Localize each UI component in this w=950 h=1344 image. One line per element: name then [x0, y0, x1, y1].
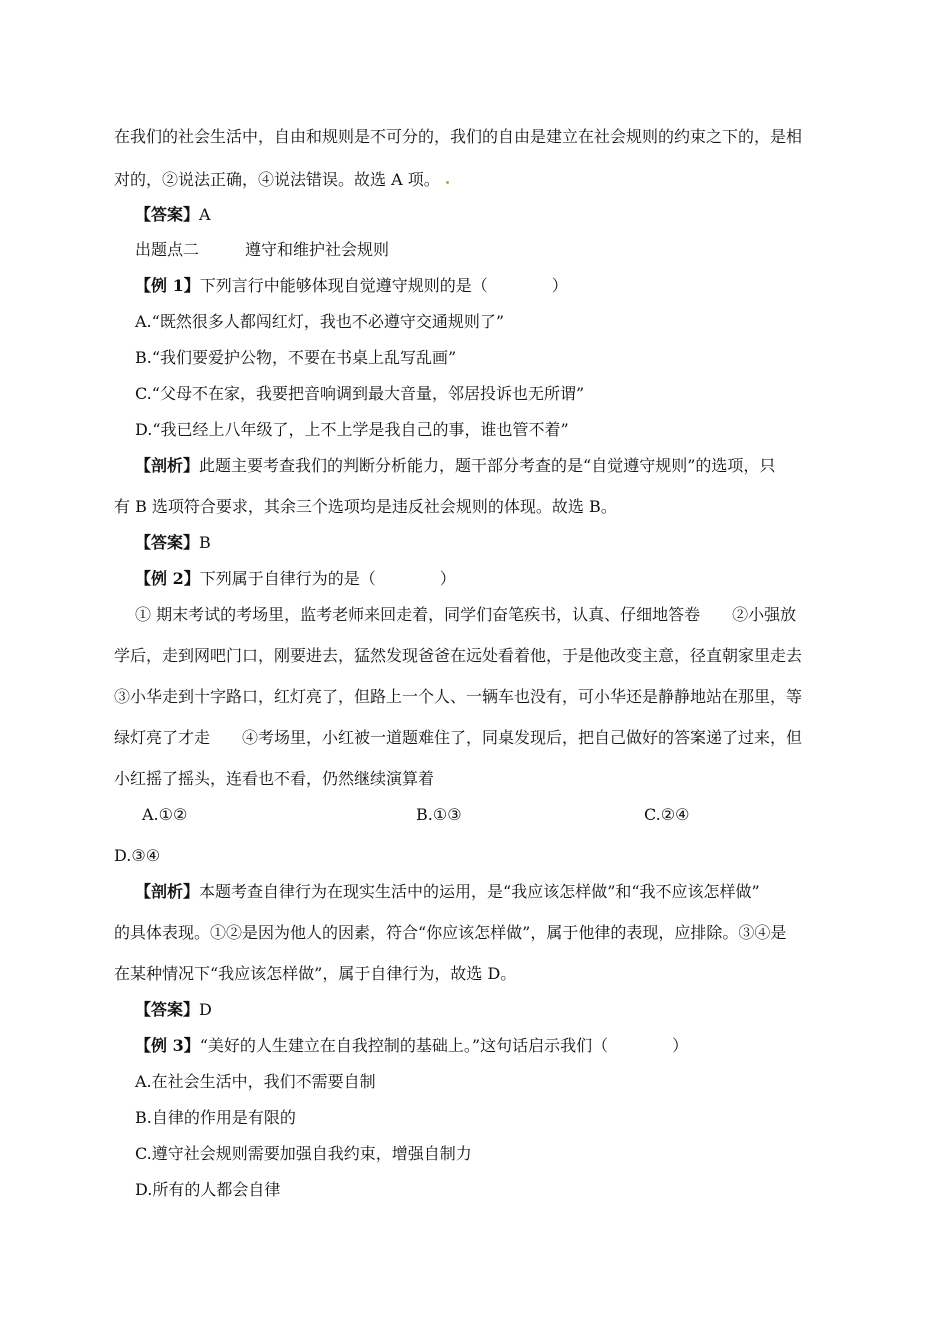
- analysis-line: 在某种情况下“我应该怎样做”，属于自律行为，故选 D。: [114, 964, 517, 983]
- analysis-line: 有 B 选项符合要求，其余三个选项均是违反社会规则的体现。故选 B。: [114, 497, 617, 516]
- option-b: B.①③: [416, 805, 462, 824]
- question-text: “美好的人生建立在自我控制的基础上。”这句话启示我们（ ）: [199, 1036, 689, 1055]
- section-number: 出题点二: [135, 240, 200, 259]
- analysis-line: [135, 882, 760, 902]
- option-d: D.“我已经上八年级了，上不上学是我自己的事，谁也管不着”: [135, 420, 569, 439]
- analysis-tag: 【剖析】: [135, 456, 200, 475]
- answer-line: [135, 205, 211, 225]
- analysis-text: 本题考查自律行为在现实生活中的运用，是“我应该怎样做”和“我不应该怎样做”: [199, 882, 760, 901]
- answer-value: D: [199, 1000, 212, 1019]
- answer-tag: 【答案】: [135, 533, 200, 552]
- paragraph-line: 在我们的社会生活中，自由和规则是不可分的，我们的自由是建立在社会规则的约束之下的，是相: [114, 127, 803, 146]
- example-tag: 【例 1】: [135, 276, 200, 295]
- statement-line: ① 期末考试的考场里，监考老师来回走着，同学们奋笔疾书，认真、仔细地答卷 ②小强放: [135, 605, 797, 624]
- answer-value: A: [199, 205, 211, 224]
- statement-line: 绿灯亮了才走 ④考场里，小红被一道题难住了，同桌发现后，把自己做好的答案递了过来，但: [114, 728, 803, 747]
- statement-line: ③小华走到十字路口，红灯亮了，但路上一个人、一辆车也没有，可小华还是静静地站在那里，等: [114, 687, 803, 706]
- section-title: 遵守和维护社会规则: [245, 240, 390, 259]
- option-a: A.在社会生活中，我们不需要自制: [135, 1072, 376, 1091]
- question-line: [135, 569, 456, 589]
- example-tag: 【例 2】: [135, 569, 200, 588]
- option-d: D.所有的人都会自律: [135, 1180, 281, 1199]
- section-heading: [135, 240, 389, 260]
- answer-tag: 【答案】: [135, 1000, 200, 1019]
- analysis-line: 的具体表现。①②是因为他人的因素，符合“你应该怎样做”，属于他律的表现，应排除。③④是: [114, 923, 787, 942]
- stray-mark: [446, 181, 449, 184]
- analysis-text: 此题主要考查我们的判断分析能力，题干部分考查的是“自觉遵守规则”的选项，只: [199, 456, 776, 475]
- statement-line: 学后，走到网吧门口，刚要进去，猛然发现爸爸在远处看着他，于是他改变主意，径直朝家里走去: [114, 646, 803, 665]
- answer-tag: 【答案】: [135, 205, 200, 224]
- analysis-line: [135, 456, 775, 476]
- question-line: [135, 1036, 688, 1056]
- option-c: C.②④: [644, 805, 690, 824]
- answer-line: [135, 1000, 212, 1020]
- answer-value: B: [199, 533, 211, 552]
- answer-line: [135, 533, 211, 553]
- question-text: 下列属于自律行为的是（ ）: [199, 569, 456, 588]
- analysis-tag: 【剖析】: [135, 882, 200, 901]
- example-tag: 【例 3】: [135, 1036, 200, 1055]
- statement-line: 小红摇了摇头，连看也不看，仍然继续演算着: [114, 769, 435, 788]
- option-c: C.“父母不在家，我要把音响调到最大音量，邻居投诉也无所谓”: [135, 384, 585, 403]
- question-line: [135, 276, 568, 296]
- option-b: B.自律的作用是有限的: [135, 1108, 296, 1127]
- option-d: D.③④: [114, 846, 161, 865]
- option-c: C.遵守社会规则需要加强自我约束，增强自制力: [135, 1144, 472, 1163]
- paragraph-line: 对的，②说法正确，④说法错误。故选 A 项。: [114, 170, 440, 189]
- question-text: 下列言行中能够体现自觉遵守规则的是（ ）: [199, 276, 568, 295]
- option-a: A.“既然很多人都闯红灯，我也不必遵守交通规则了”: [135, 312, 505, 331]
- option-a: A.①②: [142, 805, 188, 824]
- option-b: B.“我们要爱护公物，不要在书桌上乱写乱画”: [135, 348, 457, 367]
